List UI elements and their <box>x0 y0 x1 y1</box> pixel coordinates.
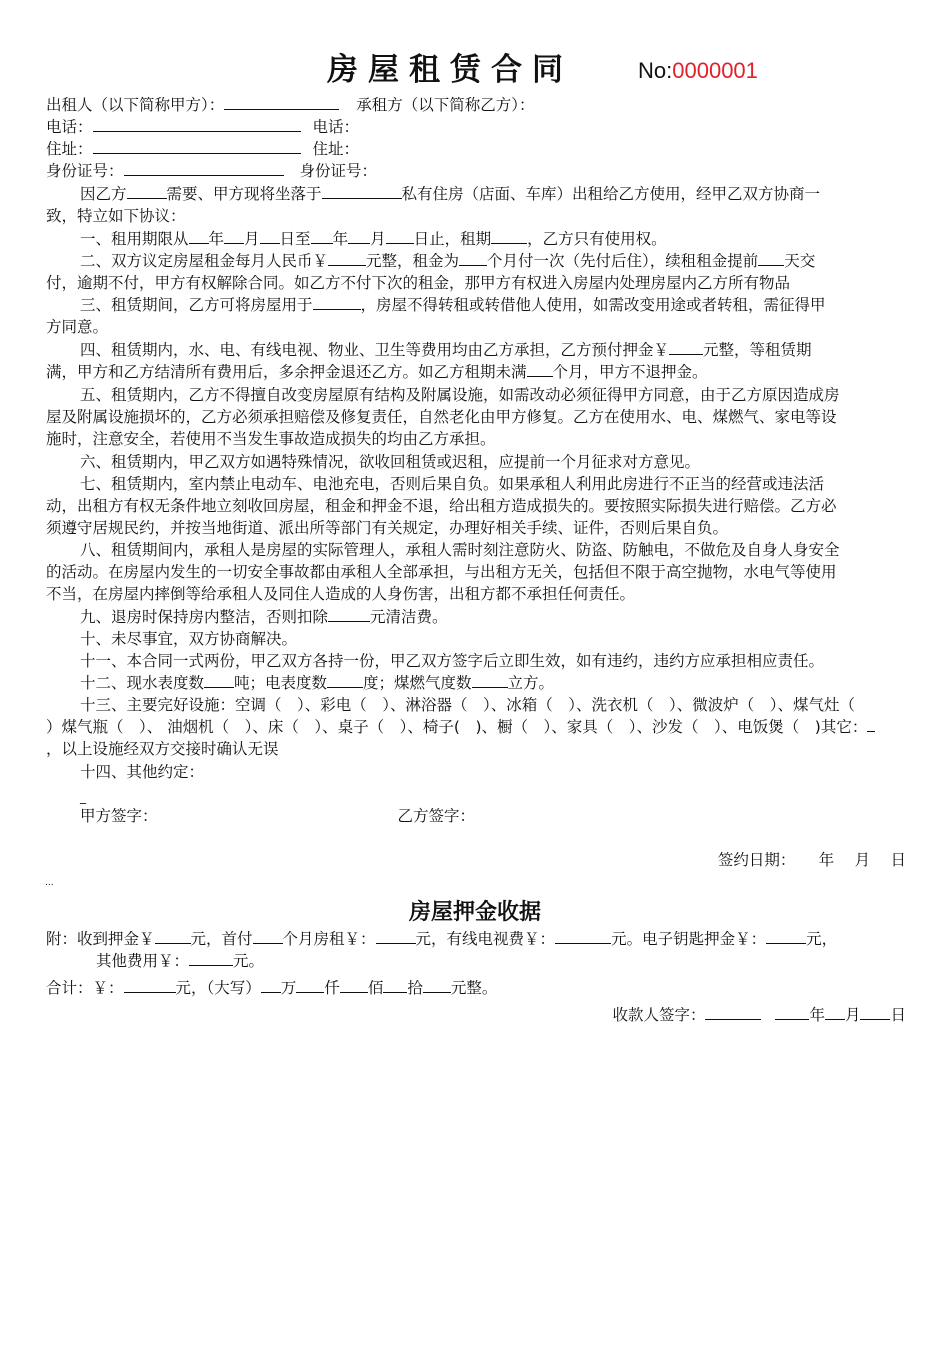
blank[interactable] <box>224 229 244 244</box>
id-a-label: 身份证号： <box>46 162 124 180</box>
blank[interactable] <box>860 1005 890 1020</box>
text: 年 <box>809 1006 825 1024</box>
number-label: No: <box>638 58 673 83</box>
blank[interactable] <box>423 978 451 993</box>
text: 三、租赁期间，乙方可将房屋用于 <box>80 296 313 314</box>
text: 立方。 <box>507 674 555 692</box>
text: 合计：￥： <box>46 979 124 997</box>
text: 仟 <box>324 979 340 997</box>
phone-b-label: 电话： <box>312 118 360 136</box>
blank[interactable] <box>155 929 191 944</box>
blank[interactable] <box>775 1005 809 1020</box>
text: 元，首付 <box>190 930 253 948</box>
blank[interactable] <box>705 1005 761 1020</box>
text: 月 <box>370 230 386 248</box>
party-line-4 <box>46 160 908 182</box>
party-line-3 <box>46 138 908 160</box>
blank[interactable] <box>766 929 806 944</box>
party-b-signature-label: 乙方签字： <box>397 807 476 825</box>
blank[interactable] <box>472 673 508 688</box>
text: 元整，等租赁期 <box>703 341 812 359</box>
signature-line <box>80 805 908 827</box>
clause-8-line-1: 八、租赁期间内，承租人是房屋的实际管理人，承租人需时刻注意防火、防盗、防触电，不做危及自身人身安全 <box>80 541 840 559</box>
text: 吨；电表度数 <box>234 674 328 692</box>
number-value: 0000001 <box>672 58 758 83</box>
text: 万 <box>280 979 297 997</box>
lessor-blank[interactable] <box>224 95 339 110</box>
clause-4-cont <box>46 361 908 383</box>
text: 二、双方议定房屋租金每月人民币￥ <box>80 252 329 270</box>
receipt-line-2 <box>96 950 950 972</box>
contract-title: 房屋租赁合同 <box>327 52 573 88</box>
text: 元清洁费。 <box>370 608 448 626</box>
blank[interactable] <box>204 673 234 688</box>
contract-number <box>638 58 758 84</box>
text: 其他费用￥： <box>96 952 190 970</box>
blank[interactable] <box>383 978 407 993</box>
text: 九、退房时保持房内整洁，否则扣除 <box>80 608 329 626</box>
payee-signature-label: 收款人签字： <box>612 1006 706 1024</box>
blank[interactable] <box>253 929 283 944</box>
blank[interactable] <box>311 229 333 244</box>
text: 四、租赁期内，水、电、有线电视、物业、卫生等费用均由乙方承担，乙方预付押金￥ <box>80 341 670 359</box>
phone-a-label: 电话： <box>46 118 93 136</box>
text: 元， <box>806 930 838 948</box>
clause-2 <box>80 250 908 272</box>
clause-8-line-2: 的活动。在房屋内发生的一切安全事故都由承租人全部承担，与出租方无关，包括但不限于高空抛物，水电气等使用 <box>46 563 837 581</box>
text: 附：收到押金￥ <box>46 930 155 948</box>
clause-5-line-2: 屋及附属设施损坏的，乙方必须承担赔偿及修复责任，自然老化由甲方修复。乙方在使用水、电、煤燃气、家电等设 <box>46 408 837 426</box>
phone-a-blank[interactable] <box>93 117 301 132</box>
text: 月 <box>844 1006 861 1024</box>
clause-11: 十一、本合同一式两份，甲乙双方各持一份，甲乙双方签字后立即生效，如有违约，违约方应承担相应责任。 <box>80 652 825 670</box>
clause-10: 十、未尽事宜，双方协商解决。 <box>80 630 298 648</box>
clause-14: 十四、其他约定： <box>80 763 205 781</box>
blank[interactable] <box>328 251 366 266</box>
blank[interactable] <box>527 362 553 377</box>
clause-13-line-2 <box>46 716 908 738</box>
blank[interactable] <box>386 229 414 244</box>
text: 个月房租￥： <box>282 930 376 948</box>
preamble-line-2: 致，特立如下协议： <box>46 207 186 225</box>
text: 佰 <box>367 979 384 997</box>
text: 日至 <box>279 230 311 248</box>
signing-date: 签约日期： 年 月 日 <box>717 851 906 869</box>
party-line-2 <box>46 116 908 138</box>
text: 十二、现水表度数 <box>80 674 205 692</box>
clause-8-line-3: 不当，在房屋内摔倒等给承租人及同住人造成的人身伤害，出租方都不承担任何责任。 <box>46 585 636 603</box>
text: 元整，租金为 <box>366 252 460 270</box>
clause-6: 六、租赁期内，甲乙双方如遇特殊情况，欲收回租赁或迟租，应提前一个月征求对方意见。 <box>80 453 701 471</box>
underscore-mark: _ <box>80 790 86 804</box>
clause-7-line-2: 动，出租方有权无条件地立刻收回房屋，租金和押金不退，给出租方造成损失的。要按照实际损失进行赔偿。乙方必 <box>46 497 837 515</box>
blank[interactable] <box>825 1005 845 1020</box>
blank[interactable] <box>322 184 402 199</box>
address-a-label: 住址： <box>46 140 93 158</box>
blank[interactable] <box>459 251 487 266</box>
clause-13-line-1: 十三、主要完好设施：空调（ ）、彩电（ ）、淋浴器（ ）、冰箱（ ）、洗衣机（ ）、微波炉（ ）、煤气灶（ <box>80 696 856 714</box>
text: ，乙方只有使用权。 <box>527 230 667 248</box>
blank[interactable] <box>328 607 370 622</box>
clause-7-line-3: 须遵守居规民约，并按当地街道、派出所等部门有关规定，办理好相关手续、证件，否则后果自负。 <box>46 519 729 537</box>
text: 年 <box>332 230 349 248</box>
blank[interactable] <box>189 951 233 966</box>
blank[interactable] <box>555 929 611 944</box>
address-a-blank[interactable] <box>93 139 301 154</box>
text: 日 <box>890 1006 906 1024</box>
blank[interactable] <box>758 251 784 266</box>
blank[interactable] <box>124 978 176 993</box>
text: ）煤气瓶（ ）、 油烟机（ ）、床（ ）、桌子（ ）、椅子( )、橱（ ）、家具（ ）、沙发（ ）、电饭煲（ )其它： <box>46 718 868 736</box>
blank[interactable] <box>296 978 324 993</box>
text: 元。 <box>233 952 265 970</box>
receipt-signature <box>46 1004 906 1026</box>
blank[interactable] <box>491 229 527 244</box>
lessee-label: 承租方（以下简称乙方）： <box>356 96 535 114</box>
blank[interactable] <box>260 229 280 244</box>
text: 日止，租期 <box>413 230 492 248</box>
text: 元，（大写） <box>175 979 261 997</box>
clause-3-cont: 方同意。 <box>46 318 109 336</box>
party-line-1 <box>46 94 908 116</box>
preamble-line-1 <box>80 183 908 205</box>
text: 度；煤燃气度数 <box>363 674 472 692</box>
receipt-title: 房屋押金收据 <box>408 900 541 925</box>
clause-12 <box>80 672 908 694</box>
text: 满，甲方和乙方结清所有费用后，多余押金退还乙方。如乙方租期未满 <box>46 363 527 381</box>
clause-5-line-3: 施时，注意安全，若使用不当发生事故造成损失的均由乙方承担。 <box>46 430 496 448</box>
blank[interactable] <box>376 929 416 944</box>
blank[interactable] <box>340 978 368 993</box>
address-b-label: 住址： <box>312 140 360 158</box>
text: 需要、甲方现将坐落于 <box>166 185 322 203</box>
text: 因乙方 <box>80 185 127 203</box>
clause-1 <box>80 228 908 250</box>
blank[interactable] <box>189 229 209 244</box>
id-b-label: 身份证号： <box>299 162 378 180</box>
text: 月 <box>244 230 260 248</box>
text: 私有住房（店面、车库）出租给乙方使用，经甲乙双方协商一 <box>401 185 821 203</box>
clause-4 <box>80 339 908 361</box>
text: 个月，甲方不退押金。 <box>552 363 708 381</box>
blank[interactable] <box>261 978 281 993</box>
clause-7-line-1: 七、租赁期内，室内禁止电动车、电池充电，否则后果自负。如果承租人利用此房进行不正当的经营或违法活 <box>80 475 825 493</box>
clause-13-line-3: ，以上设施经双方交接时确认无误 <box>46 740 279 758</box>
clause-3 <box>80 294 908 316</box>
clause-9 <box>80 606 908 628</box>
blank[interactable] <box>348 229 370 244</box>
ellipsis-mark: ... <box>45 878 54 888</box>
text: 元。电子钥匙押金￥： <box>611 930 767 948</box>
text: 一、租用期限从 <box>80 230 189 248</box>
blank[interactable] <box>867 717 875 732</box>
blank[interactable] <box>127 184 167 199</box>
receipt-total <box>46 977 908 999</box>
lessor-label: 出租人（以下简称甲方）： <box>46 96 225 114</box>
clause-5-line-1: 五、租赁期内，乙方不得擅自改变房屋原有结构及附属设施，如需改动必须征得甲方同意，由于乙方原因造成房 <box>80 386 840 404</box>
text: 元，有线电视费￥： <box>415 930 556 948</box>
text: ，房屋不得转租或转借他人使用，如需改变用途或者转租，需征得甲 <box>360 296 826 314</box>
blank[interactable] <box>313 295 361 310</box>
blank[interactable] <box>669 340 703 355</box>
text: 天交 <box>784 252 816 270</box>
receipt-line-1 <box>46 928 908 950</box>
text: 年 <box>208 230 225 248</box>
text: 个月付一次（先付后住），续租租金提前 <box>487 252 759 270</box>
text: 拾 <box>407 979 423 997</box>
text: 元整。 <box>450 979 498 997</box>
id-a-blank[interactable] <box>124 161 284 176</box>
party-a-signature-label: 甲方签字： <box>80 807 158 825</box>
blank[interactable] <box>327 673 363 688</box>
clause-2-cont: 付，逾期不付，甲方有权解除合同。如乙方不付下次的租金，那甲方有权进入房屋内处理房屋内乙方所有物品 <box>46 274 791 292</box>
